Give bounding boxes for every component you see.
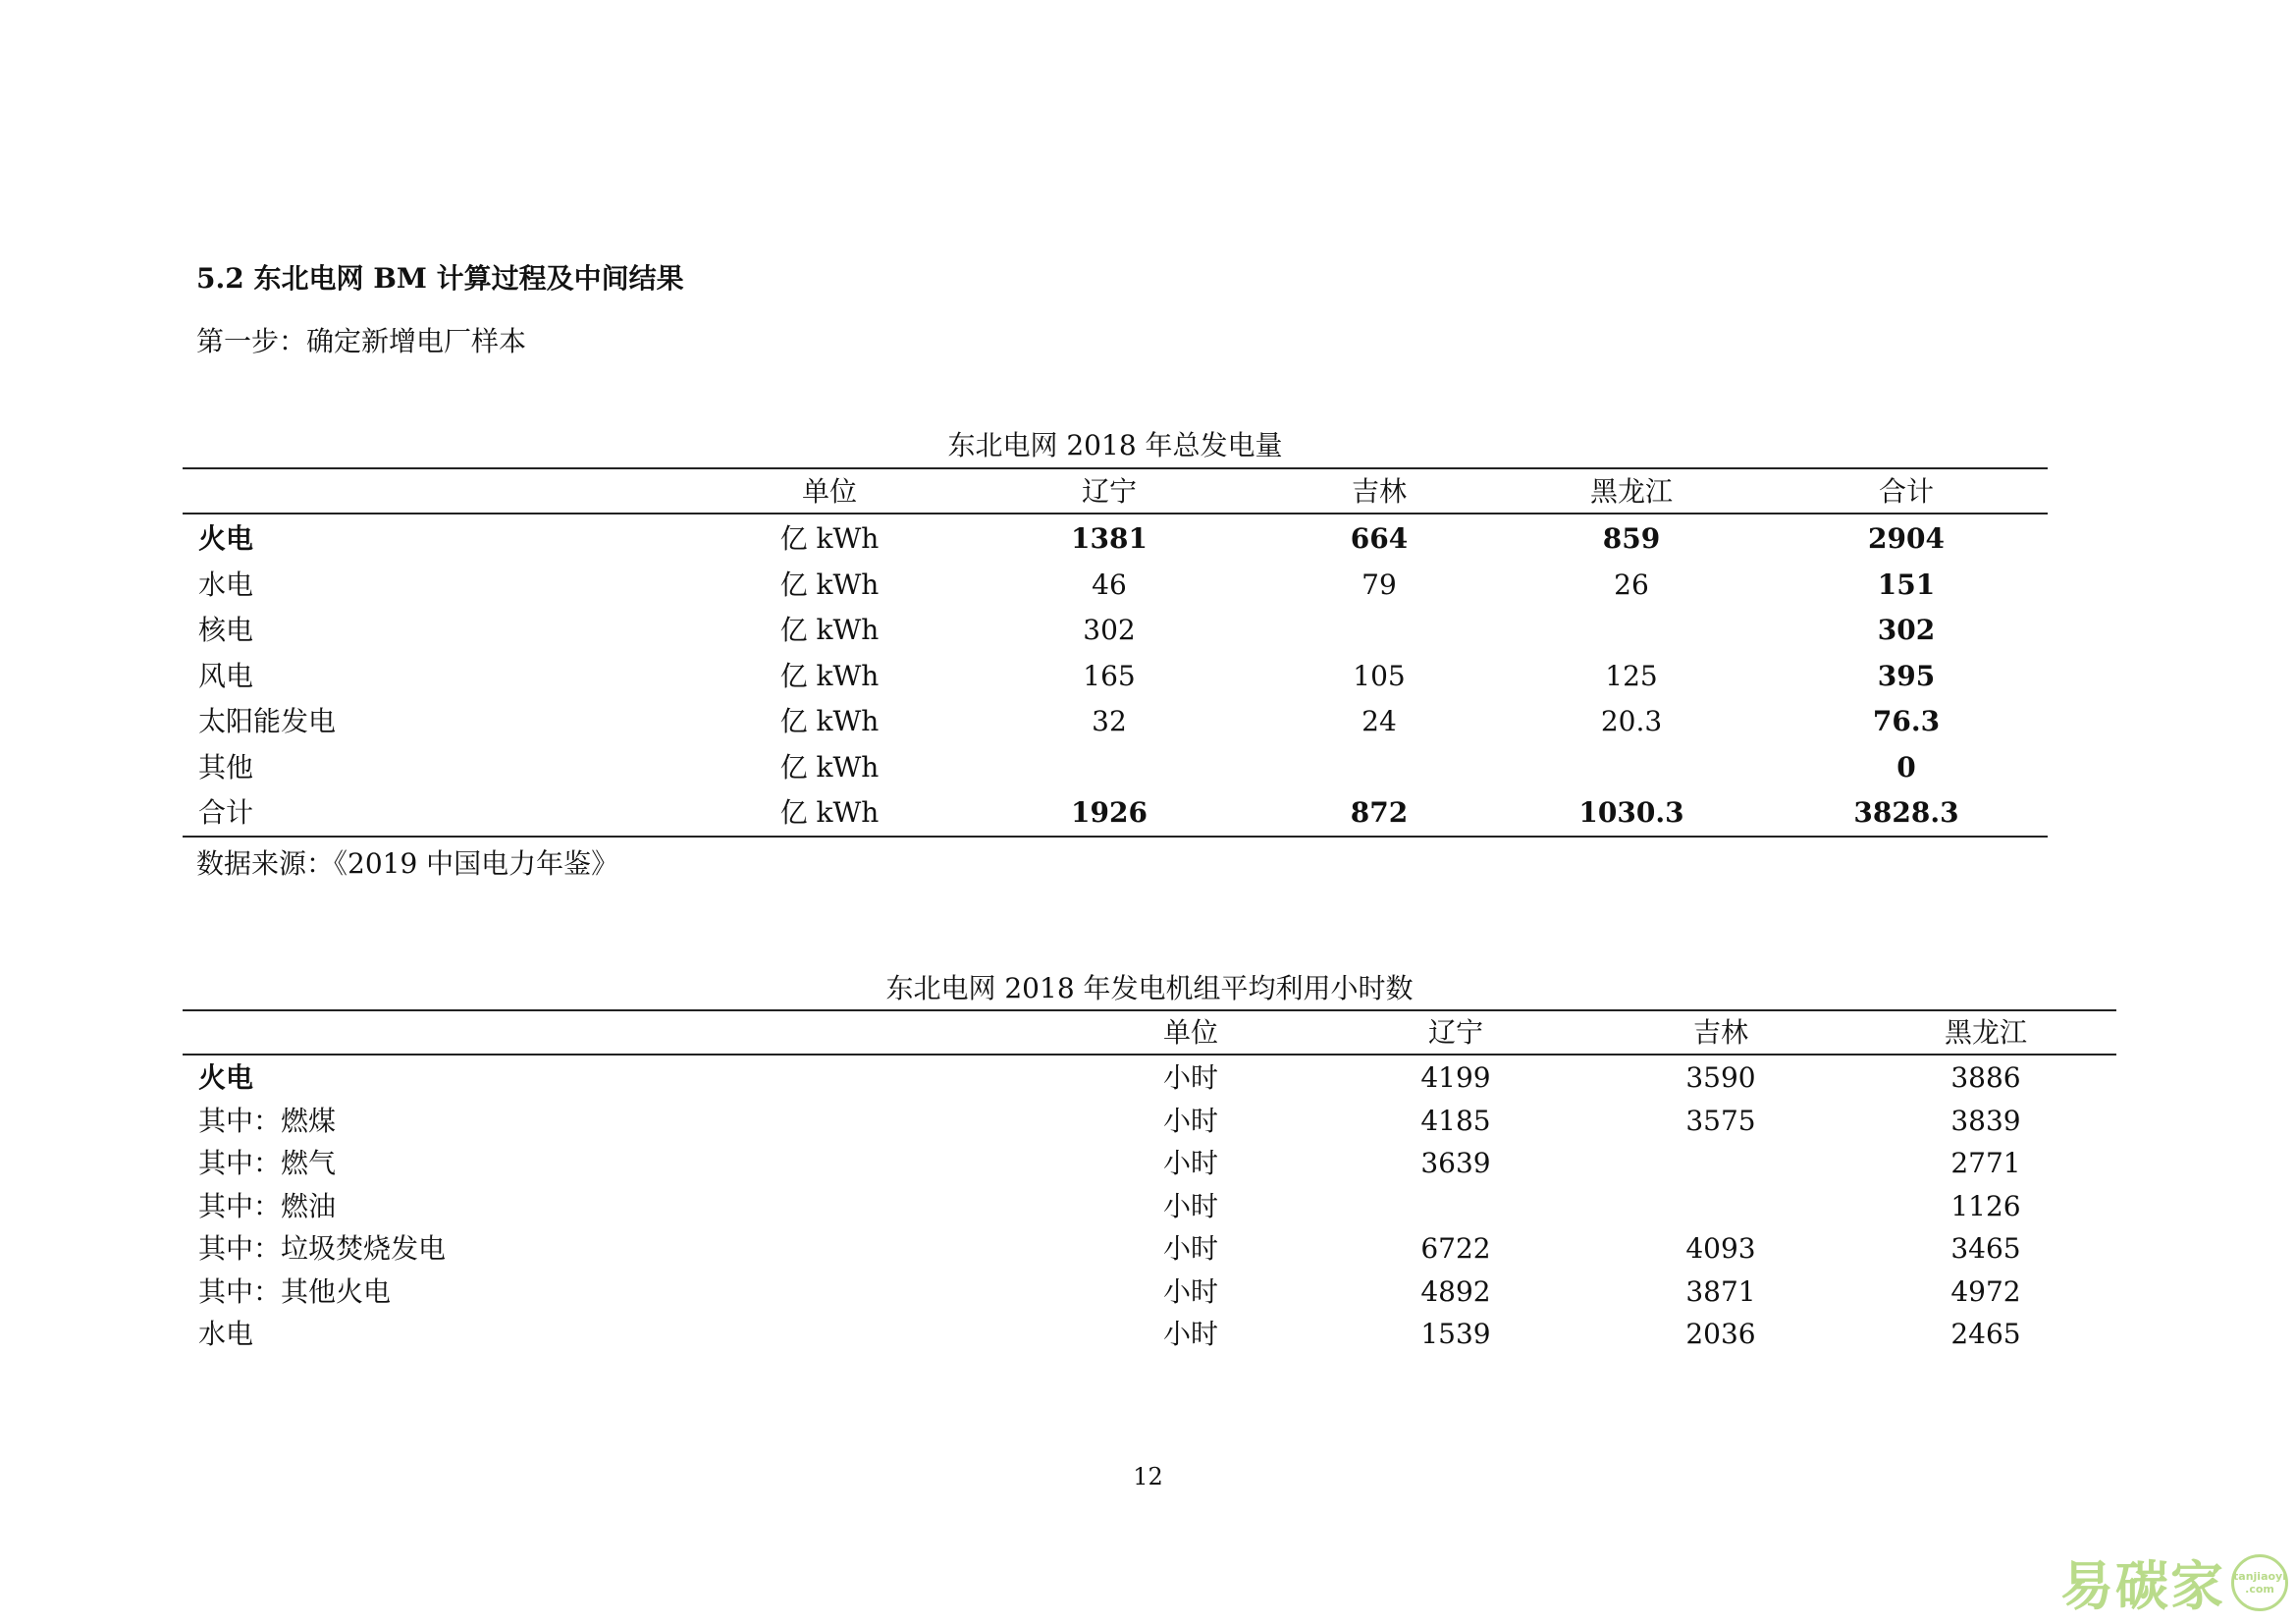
table1-bottom-rule — [183, 836, 2048, 838]
watermark-logo — [2060, 1544, 2288, 1620]
table1-row-label: 其他 — [198, 750, 254, 784]
table1-row-label: 核电 — [198, 614, 254, 646]
table1-cell: 1030.3 — [1578, 796, 1684, 829]
table1-row-unit: 亿 kWh — [779, 522, 880, 555]
table1-row-unit: 亿 kWh — [779, 614, 880, 646]
table1-cell: 76.3 — [1872, 705, 1941, 737]
table2-cell: 3871 — [1685, 1274, 1756, 1308]
table1-row-unit: 亿 kWh — [779, 705, 880, 737]
table1-cell: 2904 — [1868, 522, 1945, 555]
table1-cell: 165 — [1083, 659, 1136, 692]
table1-caption: 东北电网 2018 年总发电量 — [947, 429, 1283, 461]
table1-row-unit: 亿 kWh — [779, 659, 880, 692]
table2-row-unit: 小时 — [1162, 1232, 1219, 1265]
table2-cell: 6722 — [1420, 1232, 1491, 1265]
table1-cell: 79 — [1362, 568, 1397, 601]
table1-row-label: 风电 — [198, 659, 254, 692]
table1-cell: 1381 — [1071, 522, 1148, 555]
table2-header-3: 吉林 — [1692, 1016, 1749, 1049]
table1-header-4: 黑龙江 — [1589, 475, 1674, 508]
watermark-badge-line1: tanjiaoyi — [2233, 1569, 2286, 1583]
table1-cell: 664 — [1350, 522, 1409, 555]
table1-row-unit: 亿 kWh — [779, 750, 880, 784]
table2-cell: 1126 — [1950, 1189, 2021, 1222]
table2-header-2: 辽宁 — [1427, 1016, 1484, 1049]
table2-row-unit: 小时 — [1162, 1189, 1219, 1222]
table1-cell: 859 — [1602, 522, 1661, 555]
table1-cell: 32 — [1092, 705, 1127, 737]
table2-row-label: 其中：燃气 — [198, 1147, 337, 1179]
table2-cell: 4093 — [1685, 1232, 1756, 1265]
table2-row-unit: 小时 — [1162, 1147, 1219, 1179]
table1-cell: 151 — [1877, 568, 1936, 601]
table1-row-label: 合计 — [198, 796, 254, 829]
section-heading: 5.2 东北电网 BM 计算过程及中间结果 — [196, 262, 684, 295]
table1-cell: 46 — [1092, 568, 1127, 601]
table1-header-rule — [183, 513, 2048, 514]
table2-header-4: 黑龙江 — [1944, 1016, 2028, 1049]
table2-header-rule — [183, 1054, 2116, 1056]
table1-row-label: 水电 — [198, 568, 254, 601]
table2-cell: 1539 — [1420, 1318, 1491, 1350]
watermark-badge-line2: .com — [2245, 1582, 2274, 1596]
table2-row-label: 水电 — [198, 1318, 254, 1350]
table2-row-label: 其中：燃油 — [198, 1189, 337, 1222]
table1-header-2: 辽宁 — [1081, 475, 1138, 508]
table2-row-unit: 小时 — [1162, 1104, 1219, 1137]
table2-cell: 3839 — [1950, 1104, 2021, 1137]
table2-caption: 东北电网 2018 年发电机组平均利用小时数 — [885, 972, 1414, 1004]
table2-cell: 3590 — [1685, 1061, 1756, 1094]
table1-cell: 125 — [1605, 659, 1658, 692]
table2-cell: 2771 — [1950, 1147, 2021, 1179]
watermark-text: 易碳家 — [2060, 1555, 2225, 1617]
table1-cell: 872 — [1350, 796, 1409, 829]
watermark-badge — [2231, 1554, 2288, 1611]
table1-cell: 20.3 — [1600, 705, 1663, 737]
table1-cell: 1926 — [1071, 796, 1148, 829]
table2-row-label: 其中：燃煤 — [198, 1104, 337, 1137]
table2-row-unit: 小时 — [1162, 1274, 1219, 1308]
table1-cell: 0 — [1896, 750, 1916, 784]
table2-cell: 3465 — [1950, 1232, 2021, 1265]
table2-cell: 3575 — [1685, 1104, 1756, 1137]
table2-cell: 4199 — [1420, 1061, 1491, 1094]
table2-header-1: 单位 — [1162, 1016, 1219, 1049]
table2-cell: 4892 — [1420, 1274, 1491, 1308]
table2-row-unit: 小时 — [1162, 1061, 1219, 1094]
table1-header-5: 合计 — [1878, 475, 1935, 508]
table1-row-unit: 亿 kWh — [779, 796, 880, 829]
table2-cell: 3886 — [1950, 1061, 2021, 1094]
table2-cell: 4972 — [1950, 1274, 2021, 1308]
table2-cell: 2465 — [1950, 1318, 2021, 1350]
table2-row-label: 其中：垃圾焚烧发电 — [198, 1232, 447, 1265]
table1-top-rule — [183, 467, 2048, 469]
table1-cell: 105 — [1353, 659, 1406, 692]
table1-cell: 302 — [1083, 614, 1136, 646]
table1-header-1: 单位 — [801, 475, 858, 508]
table2-row-unit: 小时 — [1162, 1318, 1219, 1350]
table1-cell: 24 — [1362, 705, 1397, 737]
data-source-note: 数据来源：《2019 中国电力年鉴》 — [196, 847, 619, 880]
table1-cell: 395 — [1877, 659, 1936, 692]
step-text: 第一步：确定新增电厂样本 — [196, 325, 527, 357]
table2-top-rule — [183, 1009, 2116, 1011]
table2-cell: 3639 — [1420, 1147, 1491, 1179]
table1-cell: 3828.3 — [1853, 796, 1959, 829]
page-number: 12 — [1133, 1463, 1163, 1490]
table2-row-label: 火电 — [198, 1061, 254, 1094]
table1-row-unit: 亿 kWh — [779, 568, 880, 601]
table1-header-3: 吉林 — [1351, 475, 1408, 508]
table1-cell: 26 — [1614, 568, 1649, 601]
table2-cell: 2036 — [1685, 1318, 1756, 1350]
table1-row-label: 火电 — [198, 522, 254, 555]
table2-cell: 4185 — [1420, 1104, 1491, 1137]
table1-row-label: 太阳能发电 — [198, 705, 337, 737]
table1-cell: 302 — [1877, 614, 1936, 646]
table2-row-label: 其中：其他火电 — [198, 1274, 392, 1308]
